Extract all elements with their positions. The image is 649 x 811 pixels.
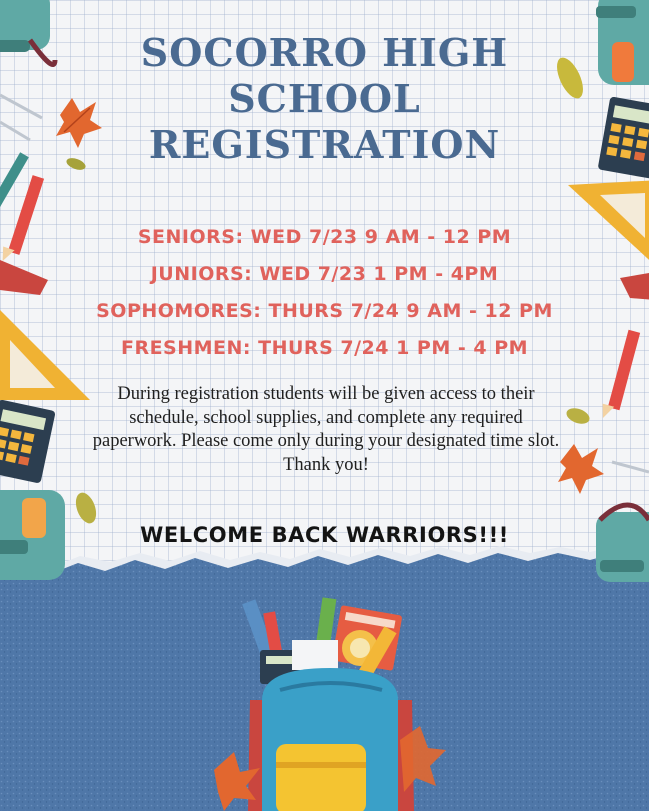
scissors-icon [612,462,649,472]
schedule-sophomores: SOPHOMORES: THURS 7/24 9 AM - 12 PM [96,300,553,322]
schedule-freshmen: FRESHMEN: THURS 7/24 1 PM - 4 PM [120,337,529,359]
schedule-seniors: SENIORS: WED 7/23 9 AM - 12 PM [137,226,512,248]
registration-schedule [0,219,649,367]
title-line-1: SOCORRO HIGH [140,30,509,75]
page-title [0,30,649,168]
title-line-3: REGISTRATION [148,122,501,167]
welcome-message: WELCOME BACK WARRIORS!!! [140,523,509,547]
registration-info: During registration students will be given access to their schedule, school supplies, and complete any required paperwork. Please come only during your designated time slot. Thank you! [92,384,560,475]
backpack-with-supplies-icon [214,597,446,811]
title-line-2: SCHOOL [228,76,421,121]
schedule-juniors: JUNIORS: WED 7/23 1 PM - 4PM [150,263,499,285]
leaf-icon [564,405,591,426]
leaf-icon [72,490,100,526]
calculator-icon [0,399,56,483]
